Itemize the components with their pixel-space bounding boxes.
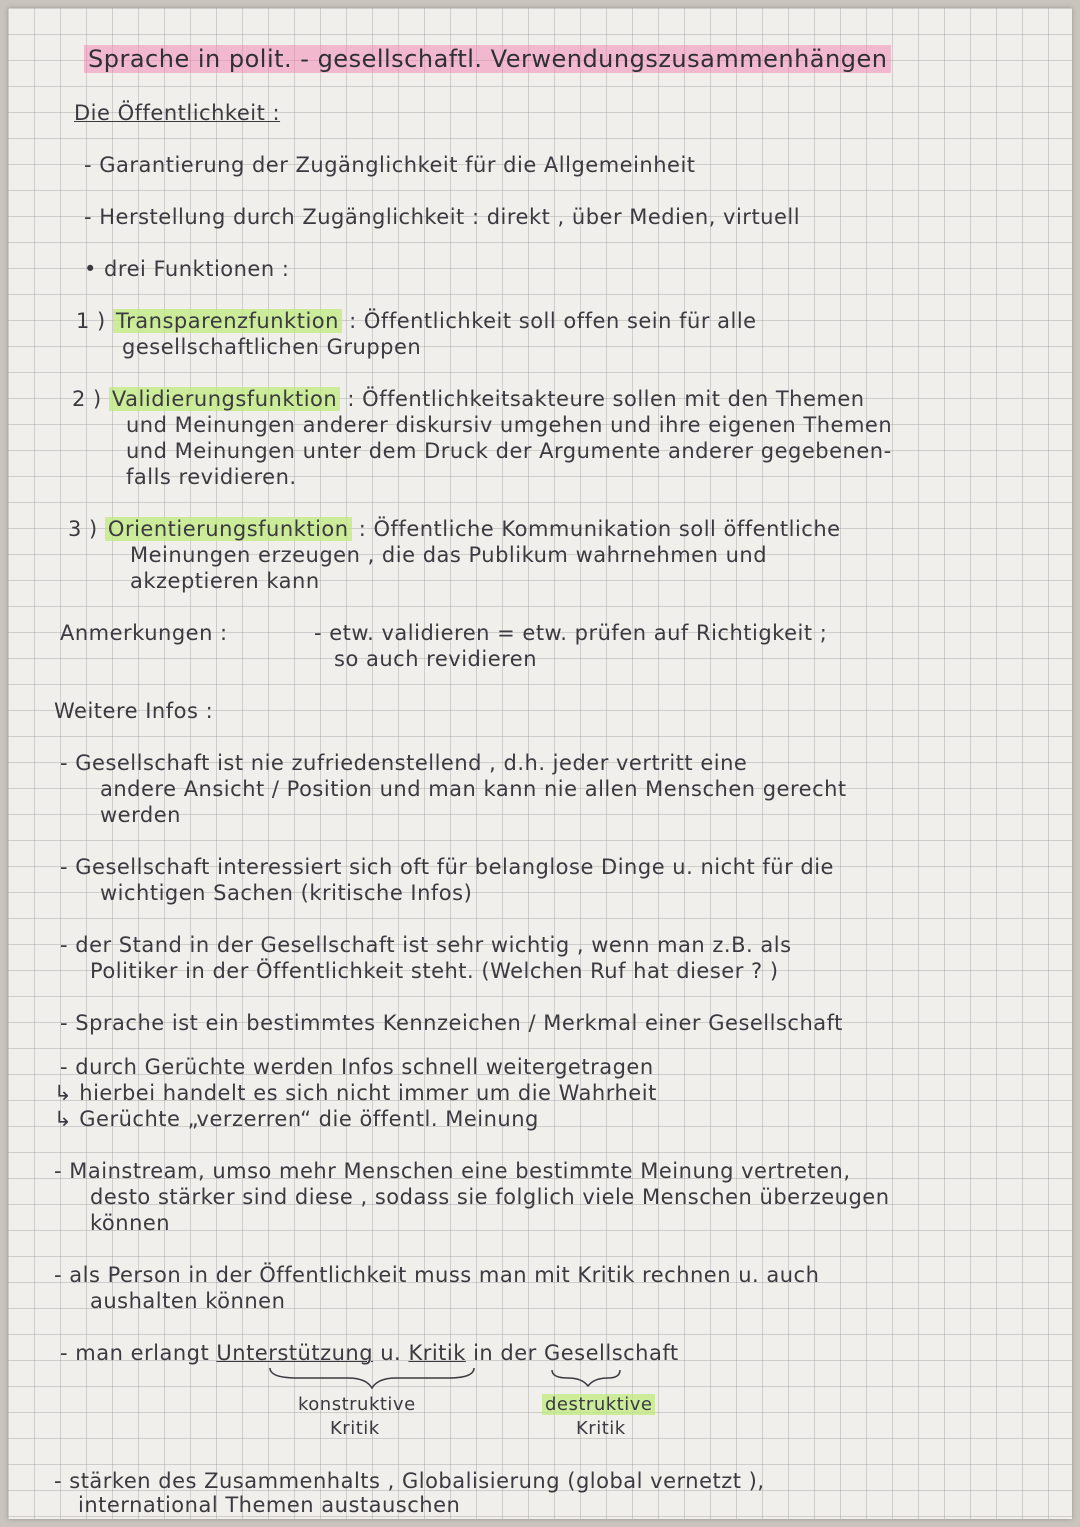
label-destruktiv-text: destruktive bbox=[542, 1394, 655, 1415]
function-1-name: Transparenzfunktion bbox=[113, 309, 342, 333]
bullet-zugaenglichkeit: - Garantierung der Zugänglichkeit für die Allgemeinheit bbox=[84, 153, 696, 177]
brace-unterstuetzung bbox=[270, 1368, 474, 1388]
weitere-infos-label: Weitere Infos : bbox=[54, 699, 214, 723]
function-3-line-3: akzeptieren kann bbox=[130, 569, 320, 593]
function-2-line-1 bbox=[72, 386, 865, 412]
info-6-line-1: - Mainstream, umso mehr Menschen eine bestimmte Meinung vertreten, bbox=[54, 1159, 851, 1183]
info-4-line-1: - Sprache ist ein bestimmtes Kennzeichen / Merkmal einer Gesellschaft bbox=[60, 1011, 843, 1035]
info-3-line-2: Politiker in der Öffentlichkeit steht. (Welchen Ruf hat dieser ? ) bbox=[90, 959, 779, 983]
notebook-page bbox=[8, 8, 1072, 1519]
info-7-line-1: - als Person in der Öffentlichkeit muss man mit Kritik rechnen u. auch bbox=[54, 1263, 820, 1287]
info-5-line-2: ↳ hierbei handelt es sich nicht immer um die Wahrheit bbox=[54, 1081, 657, 1105]
final-line-2: international Themen austauschen bbox=[78, 1493, 461, 1517]
info-5-line-1: - durch Gerüchte werden Infos schnell weitergetragen bbox=[60, 1055, 654, 1079]
function-2-text-1: : Öffentlichkeitsakteure sollen mit den Themen bbox=[347, 387, 865, 411]
page-title bbox=[84, 46, 891, 72]
final-line-1: - stärken des Zusammenhalts , Globalisierung (global vernetzt ), bbox=[54, 1469, 765, 1493]
info-1-line-3: werden bbox=[100, 803, 181, 827]
info-3-line-1: - der Stand in der Gesellschaft ist sehr wichtig , wenn man z.B. als bbox=[60, 933, 792, 957]
function-1-number: 1 ) bbox=[76, 309, 106, 333]
info-6-line-3: können bbox=[90, 1211, 171, 1235]
function-2-line-3: und Meinungen unter dem Druck der Argumente anderer gegebenen- bbox=[126, 439, 892, 463]
label-destruktiv-line-1 bbox=[542, 1392, 655, 1418]
info-5-line-3: ↳ Gerüchte „verzerren“ die öffentl. Meinung bbox=[54, 1107, 539, 1131]
function-3-line-1 bbox=[68, 516, 841, 542]
function-3-line-2: Meinungen erzeugen , die das Publikum wahrnehmen und bbox=[130, 543, 768, 567]
info-7-line-2: aushalten können bbox=[90, 1289, 286, 1313]
function-1-text-1: : Öffentlichkeit soll offen sein für alle bbox=[349, 309, 757, 333]
function-3-number: 3 ) bbox=[68, 517, 98, 541]
function-3-text-1: : Öffentliche Kommunikation soll öffentliche bbox=[358, 517, 841, 541]
page-title-text: Sprache in polit. - gesellschaftl. Verwendungszusammenhängen bbox=[84, 45, 891, 73]
anmerkungen-line-1: - etw. validieren = etw. prüfen auf Richtigkeit ; bbox=[314, 621, 828, 645]
support-mid: u. bbox=[380, 1341, 402, 1365]
function-2-number: 2 ) bbox=[72, 387, 102, 411]
label-konstruktiv-line-1: konstruktive bbox=[298, 1394, 416, 1415]
info-1-line-1: - Gesellschaft ist nie zufriedenstellend , d.h. jeder vertritt eine bbox=[60, 751, 748, 775]
function-3-name: Orientierungsfunktion bbox=[105, 517, 352, 541]
label-destruktiv-line-2: Kritik bbox=[576, 1418, 626, 1439]
function-1-line-2: gesellschaftlichen Gruppen bbox=[122, 335, 422, 359]
support-prefix: - man erlangt bbox=[60, 1341, 210, 1365]
function-2-name: Validierungsfunktion bbox=[109, 387, 340, 411]
function-1-line-1 bbox=[76, 308, 757, 334]
function-2-line-2: und Meinungen anderer diskursiv umgehen und ihre eigenen Themen bbox=[126, 413, 893, 437]
info-6-line-2: desto stärker sind diese , sodass sie folglich viele Menschen überzeugen bbox=[90, 1185, 890, 1209]
support-line bbox=[60, 1340, 679, 1366]
support-braces bbox=[8, 1364, 1072, 1424]
function-2-line-4: falls revidieren. bbox=[126, 465, 297, 489]
brace-kritik bbox=[552, 1370, 620, 1386]
section-heading-oeffentlichkeit: Die Öffentlichkeit : bbox=[74, 101, 281, 125]
anmerkungen-line-2: so auch revidieren bbox=[334, 647, 538, 671]
info-2-line-1: - Gesellschaft interessiert sich oft für belanglose Dinge u. nicht für die bbox=[60, 855, 834, 879]
info-2-line-2: wichtigen Sachen (kritische Infos) bbox=[100, 881, 473, 905]
support-word-kritik: Kritik bbox=[408, 1341, 466, 1365]
support-word-unterstuetzung: Unterstützung bbox=[216, 1341, 374, 1365]
label-konstruktiv-line-2: Kritik bbox=[330, 1418, 380, 1439]
info-1-line-2: andere Ansicht / Position und man kann nie allen Menschen gerecht bbox=[100, 777, 847, 801]
support-suffix: in der Gesellschaft bbox=[473, 1341, 679, 1365]
anmerkungen-label: Anmerkungen : bbox=[60, 621, 228, 645]
functions-intro: • drei Funktionen : bbox=[84, 257, 290, 281]
bullet-herstellung: - Herstellung durch Zugänglichkeit : direkt , über Medien, virtuell bbox=[84, 205, 801, 229]
